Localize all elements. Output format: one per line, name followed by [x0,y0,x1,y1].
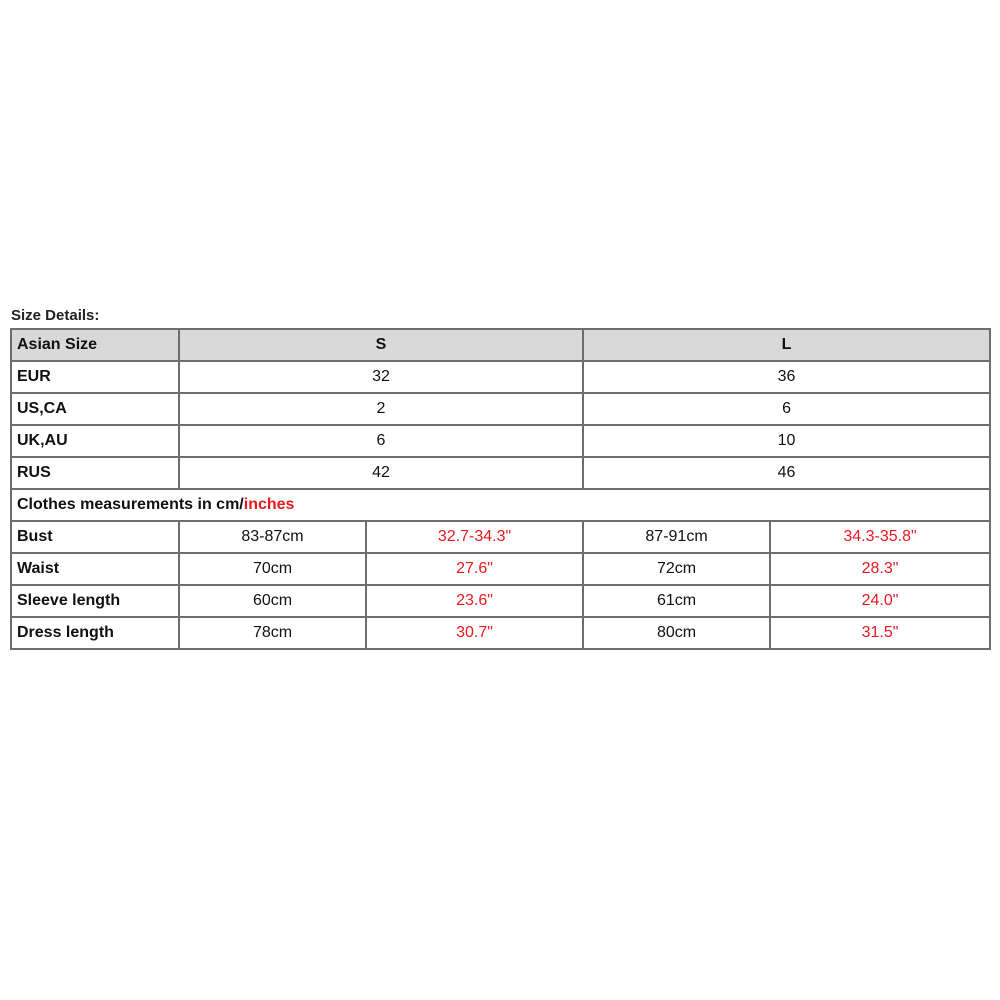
table-row [11,457,990,489]
table-row [11,585,990,617]
size-s-cm: 78cm [179,617,366,649]
size-l-inches: 34.3-35.8" [770,521,990,553]
section-label: Clothes measurements in cm/ [17,496,244,513]
size-l-cm: 72cm [583,553,770,585]
size-s-inches: 30.7" [366,617,583,649]
size-l-inches: 31.5" [770,617,990,649]
size-s-value: 6 [179,425,583,457]
row-label: RUS [11,457,179,489]
row-label: Sleeve length [11,585,179,617]
size-s-inches: 27.6" [366,553,583,585]
size-l-inches: 24.0" [770,585,990,617]
table-row [11,521,990,553]
table-row [11,361,990,393]
header-row [11,329,990,361]
table-row [11,425,990,457]
row-label: Bust [11,521,179,553]
size-l-value: 10 [583,425,990,457]
size-l-value: 6 [583,393,990,425]
size-l-header: L [583,329,990,361]
size-s-value: 2 [179,393,583,425]
size-s-inches: 32.7-34.3" [366,521,583,553]
table-row [11,393,990,425]
size-s-cm: 83-87cm [179,521,366,553]
row-label: US,CA [11,393,179,425]
row-label: UK,AU [11,425,179,457]
row-label: EUR [11,361,179,393]
size-s-cm: 70cm [179,553,366,585]
size-table [10,328,991,650]
row-label: Dress length [11,617,179,649]
size-details-title: Size Details: [11,307,100,324]
row-label: Waist [11,553,179,585]
size-l-value: 36 [583,361,990,393]
table-row [11,617,990,649]
asian-size-label: Asian Size [11,329,179,361]
size-s-value: 32 [179,361,583,393]
size-s-value: 42 [179,457,583,489]
size-l-cm: 61cm [583,585,770,617]
size-l-cm: 80cm [583,617,770,649]
section-row [11,489,990,521]
size-l-cm: 87-91cm [583,521,770,553]
table-row [11,553,990,585]
measurements-section-header [11,489,990,521]
size-l-value: 46 [583,457,990,489]
size-s-inches: 23.6" [366,585,583,617]
section-accent-label: inches [243,496,295,513]
size-s-header: S [179,329,583,361]
size-l-inches: 28.3" [770,553,990,585]
size-s-cm: 60cm [179,585,366,617]
